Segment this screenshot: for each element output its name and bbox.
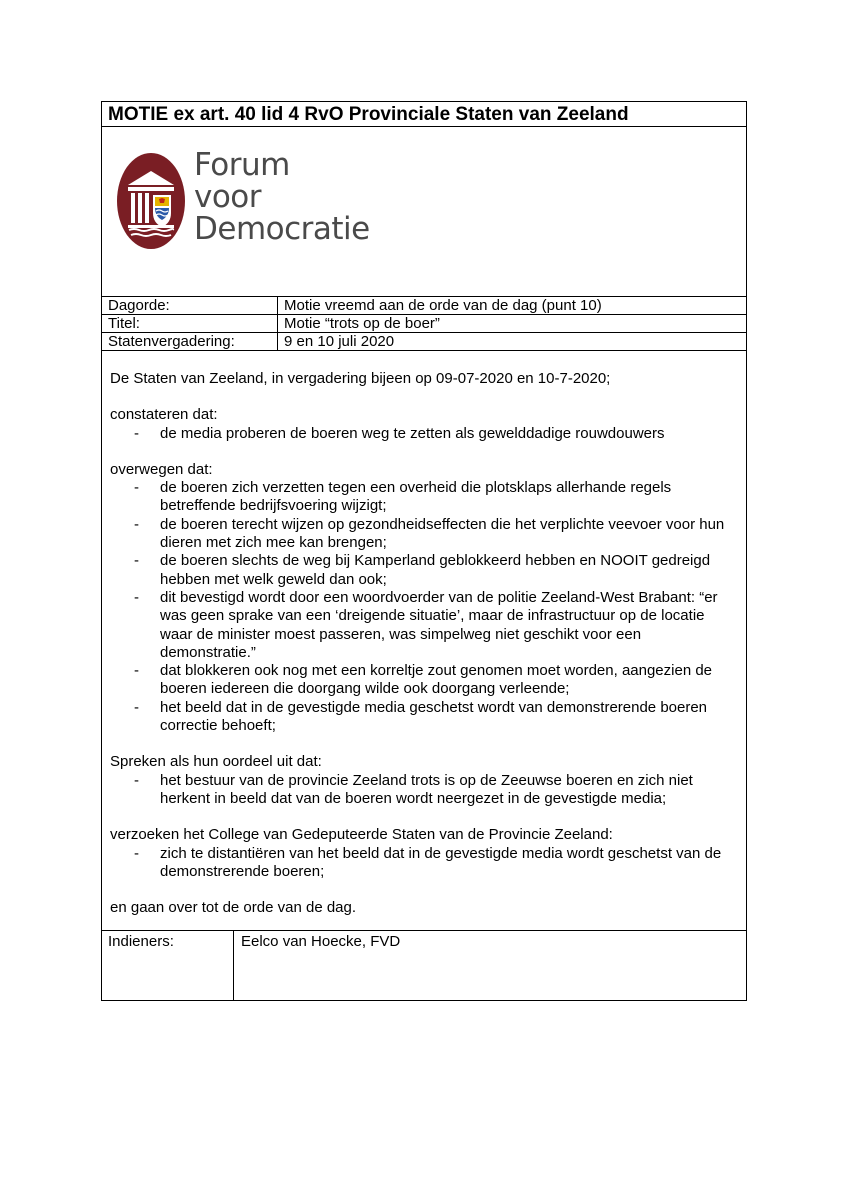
verzoeken-list	[110, 845, 740, 882]
meta-key: Statenvergadering:	[108, 333, 235, 350]
motion-body	[110, 370, 740, 917]
list-item: - dit bevestigd wordt door een woordvoerder van de politie Zeeland-West Brabant: “er was geen sprake van een ‘dreigende situatie’, maar de infrastructuur op de locatie waar de minister moest passeren, was simpelweg niet geschikt voor een demonstratie.”	[110, 589, 740, 662]
meta-value: Motie “trots op de boer”	[284, 315, 440, 332]
document-title: MOTIE ex art. 40 lid 4 RvO Provinciale Staten van Zeeland	[102, 102, 746, 127]
signers-value: Eelco van Hoecke, FVD	[241, 933, 401, 950]
list-item: - de media proberen de boeren weg te zetten als gewelddadige rouwdouwers	[110, 425, 740, 443]
logo-line-forum: Forum	[194, 147, 290, 183]
list-item: - het bestuur van de provincie Zeeland trots is op de Zeeuwse boeren en zich niet herkent in beeld dat van de boeren wordt neergezet in de gevestigde media;	[110, 772, 740, 809]
fvd-logo-emblem-icon	[116, 151, 186, 251]
intro-paragraph: De Staten van Zeeland, in vergadering bijeen op 09-07-2020 en 10-7-2020;	[110, 370, 611, 387]
spreken-heading: Spreken als hun oordeel uit dat:	[110, 753, 322, 771]
list-item: - zich te distantiëren van het beeld dat in de gevestigde media wordt geschetst van de demonstrerende boeren;	[110, 845, 740, 882]
signers-key: Indieners:	[108, 933, 174, 950]
overwegen-list	[110, 479, 740, 735]
meta-key: Dagorde:	[108, 297, 170, 314]
spreken-list	[110, 772, 740, 809]
closing-paragraph: en gaan over tot de orde van de dag.	[110, 899, 357, 917]
meta-table	[102, 297, 746, 351]
list-item: - de boeren zich verzetten tegen een overheid die plotsklaps allerhande regels betreffende bedrijfsvoering wijzigt;	[110, 479, 740, 516]
logo-line-democratie: Democratie	[194, 211, 370, 247]
constateren-heading: constateren dat:	[110, 406, 218, 424]
meta-row-titel	[102, 315, 746, 333]
meta-key: Titel:	[108, 315, 140, 332]
overwegen-heading: overwegen dat:	[110, 460, 213, 478]
logo-area	[102, 127, 746, 297]
meta-value: 9 en 10 juli 2020	[284, 333, 395, 350]
verzoeken-heading: verzoeken het College van Gedeputeerde Staten van de Provincie Zeeland:	[110, 826, 613, 844]
motion-document	[101, 101, 747, 1001]
list-item: - de boeren terecht wijzen op gezondheidseffecten die het verplichte veevoer voor hun dieren met zich mee kan brengen;	[110, 516, 740, 553]
list-item: - het beeld dat in de gevestigde media geschetst wordt van demonstrerende boeren correctie behoeft;	[110, 699, 740, 736]
constateren-list	[110, 425, 740, 443]
list-item: - de boeren slechts de weg bij Kamperland geblokkeerd hebben en NOOIT gedreigd hebben met welk geweld dan ook;	[110, 552, 740, 589]
meta-value: Motie vreemd aan de orde van de dag (punt 10)	[284, 297, 602, 314]
meta-row-dagorde	[102, 297, 746, 315]
list-item: - dat blokkeren ook nog met een korreltje zout genomen moet worden, aangezien de boeren iedereen die doorgang wilde ook doorgang verleende;	[110, 662, 740, 699]
logo-line-voor: voor	[194, 179, 262, 215]
meta-row-statenvergadering	[102, 333, 746, 351]
signers-row	[102, 930, 746, 1001]
fvd-logo-text	[194, 149, 370, 245]
